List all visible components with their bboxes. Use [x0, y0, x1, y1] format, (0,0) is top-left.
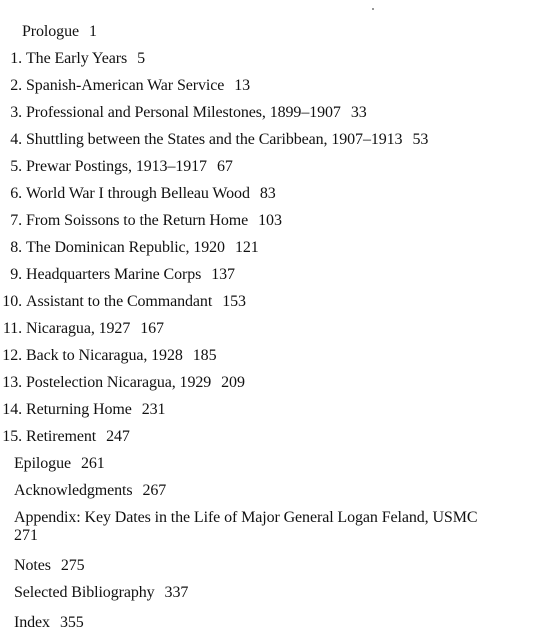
entry-page: 275: [60, 557, 85, 574]
entry-page: 167: [140, 320, 164, 337]
entry-page: 355: [59, 614, 84, 631]
toc-entry-chapter: [0, 130, 428, 150]
entry-title: Acknowledgments: [14, 482, 133, 499]
entry-title: Prologue: [22, 23, 79, 40]
entry-page: 261: [80, 455, 105, 472]
toc-entry-chapter: [0, 373, 245, 393]
toc-entry-chapter: [0, 400, 165, 420]
entry-page: 247: [106, 428, 130, 445]
chapter-number: 8.: [10, 239, 22, 256]
toc-entry-chapter: [0, 427, 130, 447]
chapter-number: 12.: [2, 347, 22, 364]
chapter-number: 9.: [10, 266, 22, 283]
entry-title: Back to Nicaragua, 1928: [26, 347, 183, 364]
entry-page: 33: [350, 104, 367, 121]
chapter-number: 7.: [10, 212, 22, 229]
entry-title: Notes: [14, 557, 51, 574]
entry-title: From Soissons to the Return Home: [26, 212, 249, 229]
entry-title: Retirement: [26, 428, 97, 445]
chapter-number: 3.: [10, 104, 22, 121]
toc-entry-chapter: [0, 211, 282, 231]
toc-entry-notes: [14, 556, 85, 576]
scan-speck: [372, 8, 374, 10]
chapter-number: 2.: [10, 77, 22, 94]
entry-page: 67: [216, 158, 233, 175]
entry-title: World War I through Belleau Wood: [26, 185, 250, 202]
toc-entry-prologue: [22, 22, 97, 42]
entry-title: The Dominican Republic, 1920: [26, 239, 225, 256]
entry-title: Spanish-American War Service: [26, 77, 225, 94]
entry-page: 231: [141, 401, 166, 418]
entry-title: Postelection Nicaragua, 1929: [26, 374, 212, 391]
entry-title: Index: [14, 614, 50, 631]
toc-entry-chapter: [0, 76, 250, 96]
entry-title: Returning Home: [26, 401, 132, 418]
entry-page: 267: [142, 482, 167, 499]
entry-title: Selected Bibliography: [14, 584, 155, 601]
entry-title: The Early Years: [26, 50, 128, 67]
entry-page: 337: [164, 584, 189, 601]
chapter-number: 13.: [2, 374, 22, 391]
entry-page: 209: [221, 374, 245, 391]
chapter-number: 4.: [10, 131, 22, 148]
chapter-number: 15.: [2, 428, 22, 445]
toc-entry-chapter: [0, 157, 233, 177]
toc-entry-acknowledgments: [14, 481, 166, 501]
entry-page: 153: [222, 293, 246, 310]
entry-title: Nicaragua, 1927: [26, 320, 131, 337]
entry-page: 137: [211, 266, 235, 283]
entry-title: Assistant to the Commandant: [26, 293, 213, 310]
entry-title: Shuttling between the States and the Caribbean, 1907–1913: [26, 131, 403, 148]
entry-page: 13: [234, 77, 251, 94]
entry-title: Prewar Postings, 1913–1917: [26, 158, 207, 175]
toc-entry-index: [14, 613, 84, 633]
toc-entry-chapter: [0, 103, 367, 123]
entry-title: Epilogue: [14, 455, 71, 472]
toc-entry-appendix: [14, 508, 477, 528]
entry-page: 121: [234, 239, 259, 256]
toc-entry-chapter: [0, 238, 259, 258]
entry-page: 1: [88, 23, 97, 40]
toc-entry-chapter: [0, 319, 164, 339]
toc-entry-chapter: [0, 49, 145, 69]
toc-entry-epilogue: [14, 454, 105, 474]
chapter-number: 1.: [10, 50, 22, 67]
toc-entry-bibliography: [14, 583, 188, 603]
toc-entry-chapter: [0, 292, 246, 312]
entry-page: 271: [14, 527, 38, 544]
entry-page: 5: [137, 50, 146, 67]
entry-title: Headquarters Marine Corps: [26, 266, 202, 283]
entry-page: 53: [412, 131, 429, 148]
toc-entry-chapter: [0, 346, 216, 366]
chapter-number: 10.: [2, 293, 22, 310]
toc-entry-chapter: [0, 184, 276, 204]
entry-page: 83: [259, 185, 276, 202]
entry-page: 103: [258, 212, 282, 229]
chapter-number: 11.: [2, 320, 22, 337]
chapter-number: 14.: [2, 401, 22, 418]
entry-title: Professional and Personal Milestones, 1899–1907: [26, 104, 341, 121]
entry-title: Appendix: Key Dates in the Life of Major General Logan Feland, USMC: [14, 509, 478, 526]
toc-entry-chapter: [0, 265, 235, 285]
chapter-number: 5.: [10, 158, 22, 175]
entry-page: 185: [192, 347, 217, 364]
chapter-number: 6.: [10, 185, 22, 202]
